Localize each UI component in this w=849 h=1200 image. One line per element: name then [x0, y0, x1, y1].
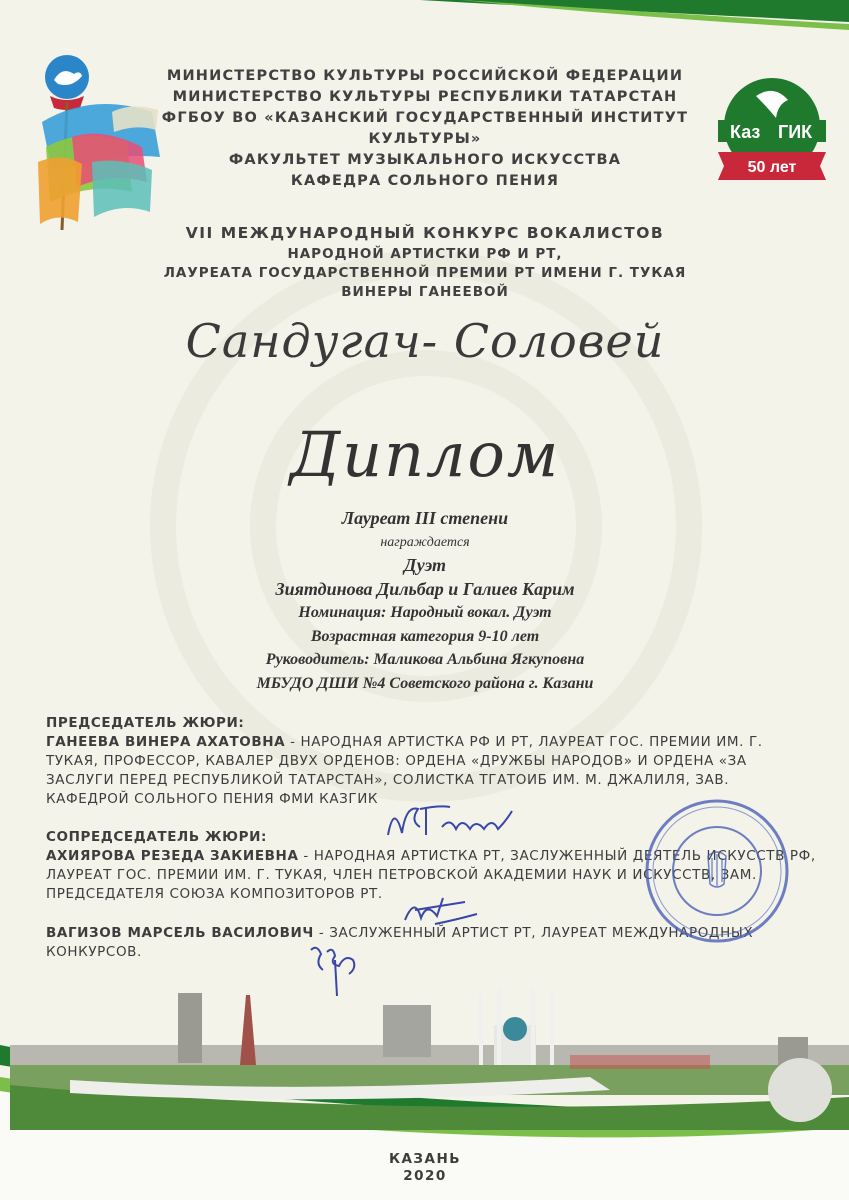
award-block — [150, 507, 700, 695]
award-age: Возрастная категория 9-10 лет — [310, 627, 540, 645]
signature-cochair — [395, 890, 485, 930]
jury-cochair-desc: - НАРОДНАЯ АРТИСТКА РТ, ЗАСЛУЖЕННЫЙ ДЕЯТЕЛЬ ИСКУССТВ РФ, ЛАУРЕАТ ГОС. ПРЕМИИ ИМ. Г. ТУКАЯ, ЧЛЕН ПЕТРОВСКОЙ АКАДЕМИИ НАУК И ИСКУССТВ, ЗАМ. ПРЕДСЕДАТЕЛЯ СОЮЗА КОМПОЗИТОРОВ РТ. — [46, 848, 816, 902]
contest-script-title: Сандугач- Соловей — [185, 314, 665, 368]
kazgik-logo — [716, 74, 828, 189]
header-line-5: КАФЕДРА СОЛЬНОГО ПЕНИЯ — [290, 173, 560, 189]
award-awarded: награждается — [380, 534, 470, 550]
jury-chair-name: ГАНЕЕВА ВИНЕРА АХАТОВНА — [46, 734, 286, 750]
kazgik-left-text: Каз — [730, 122, 761, 142]
jury-chair-desc: - НАРОДНАЯ АРТИСТКА РФ И РТ, ЛАУРЕАТ ГОС. ПРЕМИИ ИМ. Г. ТУКАЯ, ПРОФЕССОР, КАВАЛЕР ДВУХ ОРДЕНОВ: ОРДЕНА «ДРУЖБЫ НАРОДОВ» И ОРДЕНА «ЗА ЗАСЛУГИ ПЕРЕД РЕСПУБЛИКОЙ ТАТАРСТАН», СОЛИСТКА ТГАТОИБ ИМ. М. ДЖАЛИЛЯ, ЗАВ. КАФЕДРОЙ СОЛЬНОГО ПЕНИЯ ФМИ КАЗГИК — [46, 734, 763, 807]
signature-chair — [380, 795, 530, 845]
jury-member-desc: - ЗАСЛУЖЕННЫЙ АРТИСТ РТ, ЛАУРЕАТ МЕЖДУНАРОДНЫХ КОНКУРСОВ. — [46, 925, 754, 960]
award-type: Дуэт — [404, 555, 446, 575]
contest-line-2: НАРОДНОЙ АРТИСТКИ РФ И РТ, — [287, 246, 563, 262]
kazgik-years-text: 50 лет — [747, 159, 797, 176]
jury-cochair-role: СОПРЕДСЕДАТЕЛЬ ЖЮРИ: — [46, 829, 268, 845]
header-line-2: МИНИСТЕРСТВО КУЛЬТУРЫ РЕСПУБЛИКИ ТАТАРСТАН — [172, 89, 678, 105]
jury-chair-role: ПРЕДСЕДАТЕЛЬ ЖЮРИ: — [46, 715, 245, 731]
award-school: МБУДО ДШИ №4 Советского района г. Казани — [256, 674, 594, 692]
contest-block — [130, 221, 720, 302]
kazan-skyline — [10, 985, 849, 1130]
contest-line-3: ЛАУРЕАТА ГОСУДАРСТВЕННОЙ ПРЕМИИ РТ ИМЕНИ Г. ТУКАЯ — [163, 265, 687, 281]
header-organizations — [130, 66, 720, 192]
award-degree: Лауреат III степени — [341, 508, 509, 528]
award-nomination: Номинация: Народный вокал. Дуэт — [298, 604, 552, 621]
jury-member-name: ВАГИЗОВ МАРСЕЛЬ ВАСИЛОВИЧ — [46, 925, 314, 941]
footer-city: КАЗАНЬ — [388, 1151, 462, 1167]
contest-line-4: ВИНЕРЫ ГАНЕЕВОЙ — [341, 284, 509, 300]
top-green-stripe — [0, 0, 849, 40]
footer-place-year — [350, 1151, 500, 1185]
header-line-4: ФАКУЛЬТЕТ МУЗЫКАЛЬНОГО ИСКУССТВА — [228, 152, 622, 168]
diploma-title: Диплом — [289, 418, 561, 491]
award-names: Зиятдинова Дильбар и Галиев Карим — [275, 578, 575, 599]
header-line-3: ФГБОУ ВО «КАЗАНСКИЙ ГОСУДАРСТВЕННЫЙ ИНСТИТУТ КУЛЬТУРЫ» — [161, 110, 689, 147]
header-line-1: МИНИСТЕРСТВО КУЛЬТУРЫ РОССИЙСКОЙ ФЕДЕРАЦИИ — [166, 68, 684, 84]
official-stamp — [642, 796, 792, 946]
kazgik-right-text: ГИК — [778, 122, 813, 142]
jury-cochair-name: АХИЯРОВА РЕЗЕДА ЗАКИЕВНА — [46, 848, 299, 864]
footer-year: 2020 — [403, 1168, 447, 1184]
kazgik-emblem — [716, 74, 828, 189]
contest-title: VII МЕЖДУНАРОДНЫЙ КОНКУРС ВОКАЛИСТОВ — [185, 224, 665, 242]
award-leader: Руководитель: Маликова Альбина Ягкуповна — [265, 651, 585, 668]
